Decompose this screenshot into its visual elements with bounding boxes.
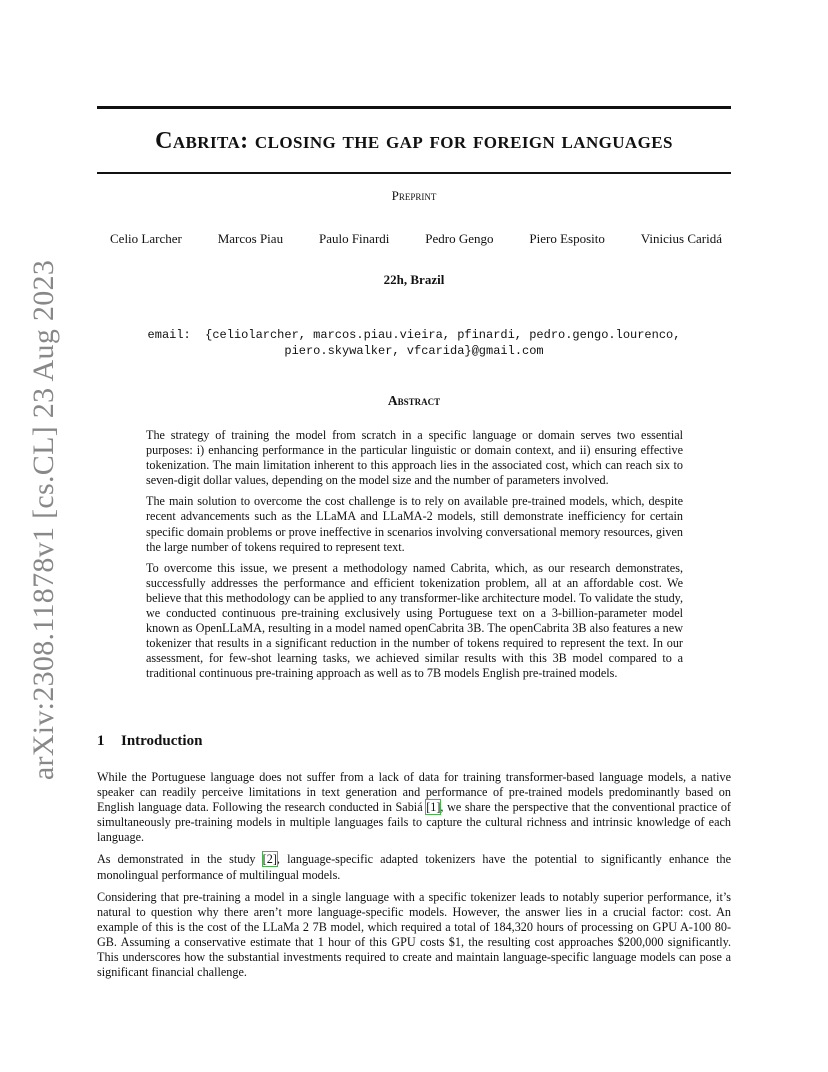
author-name: Piero Esposito [529,231,605,246]
body-paragraph: Considering that pre-training a model in a single language with a specific tokenizer leads to notably superior performance, it’s natural to question why there aren’t more language-specific models. However, the answer lies in a crucial factor: cost. An example of this is the cost of the LLaMa 2 7B model, which required a total of 184,320 hours of processing on GPU A-100 80-GB. Assuming a conservative estimate that 1 hour of this GPU costs $1, the resulting cost approaches $200,000 significantly. This underscores how the substantial investments required to create and maintain language-specific language models can pose a significant financial challenge. [97,889,731,980]
introduction-body [97,770,731,987]
body-paragraph [97,852,731,882]
section-heading [97,733,202,750]
email-block [97,327,731,359]
title-bottom-rule [97,172,731,174]
paper-title: Cabrita: closing the gap for foreign languages [155,128,673,154]
section-title: Introduction [121,733,203,749]
abstract-paragraph: The main solution to overcome the cost challenge is to rely on available pre-trained models, which, despite recent advancements such as the LLaMA and LLaMA-2 models, still demonstrate inefficiency for certain specific domain problems or prove ineffective in scenarios involving conversational memory resources, given the large number of tokens required to represent text. [146,494,683,554]
arxiv-identifier: arXiv:2308.11878v1 [cs.CL] 23 Aug 2023 [27,259,60,781]
author-name: Vinicius Caridá [640,231,722,246]
title-top-rule [97,106,731,109]
abstract-paragraph: To overcome this issue, we present a methodology named Cabrita, which, as our research demonstrates, successfully addresses the performance and efficient tokenization problem, all at an affordable cost. We believe that this methodology can be applied to any transformer-like architecture model. To validate the study, we conducted continuous pre-training exclusively using Portuguese text on a 3-billion-parameter model known as OpenLLaMA, resulting in a model named openCabrita 3B. The openCabrita 3B also features a new tokenizer that results in a significant reduction in the number of tokens required to represent the text. In our assessment, for few-shot learning tasks, we achieved similar results with this 3B model compared to a traditional continuous pre-training approach as well as to 7B models English pre-trained models. [146,560,684,681]
paragraph-text: , language-specific adapted tokenizers have the potential to significantly enhance the monolingual performance of multilingual models. [97,852,731,882]
body-paragraph [97,770,731,845]
paragraph-text: , we share the perspective that the conventional practice of simultaneously pre-training models in multiple languages fails to capture the cultural richness and intrinsic knowledge of each language. [97,800,731,845]
citation-link[interactable]: [1] [426,800,441,815]
author-name: Marcos Piau [217,231,284,246]
email-line: email: {celiolarcher, marcos.piau.vieira, pfinardi, pedro.gengo.lourenco, [147,328,681,342]
author-name: Pedro Gengo [425,231,494,246]
paragraph-text: As demonstrated in the study [97,852,263,867]
affiliation: 22h, Brazil [383,272,445,287]
email-line: piero.skywalker, vfcarida}@gmail.com [284,344,544,358]
section-number: 1 [97,733,105,749]
abstract-body [146,428,683,688]
author-list [110,231,722,247]
abstract-paragraph: The strategy of training the model from scratch in a specific language or domain serves two essential purposes: i) enhancing performance in the particular linguistic or domain context, and ii) ensuring effective tokenization. The main limitation inherent to this approach lies in the associated cost, which can reach six to seven-digit dollar values, depending on the model size and the number of parameters involved. [146,428,683,488]
author-name: Paulo Finardi [318,231,390,246]
preprint-label: Preprint [391,188,437,203]
citation-link[interactable]: [2] [262,852,277,867]
author-name: Celio Larcher [110,231,182,246]
abstract-heading: Abstract [387,393,441,408]
paragraph-text: While the Portuguese language does not suffer from a lack of data for training transformer-based language models, a native speaker can readily perceive limitations in text generation and performance of pre-trained models predominantly based on English language data. Following the research conducted in Sabiá [97,770,731,815]
